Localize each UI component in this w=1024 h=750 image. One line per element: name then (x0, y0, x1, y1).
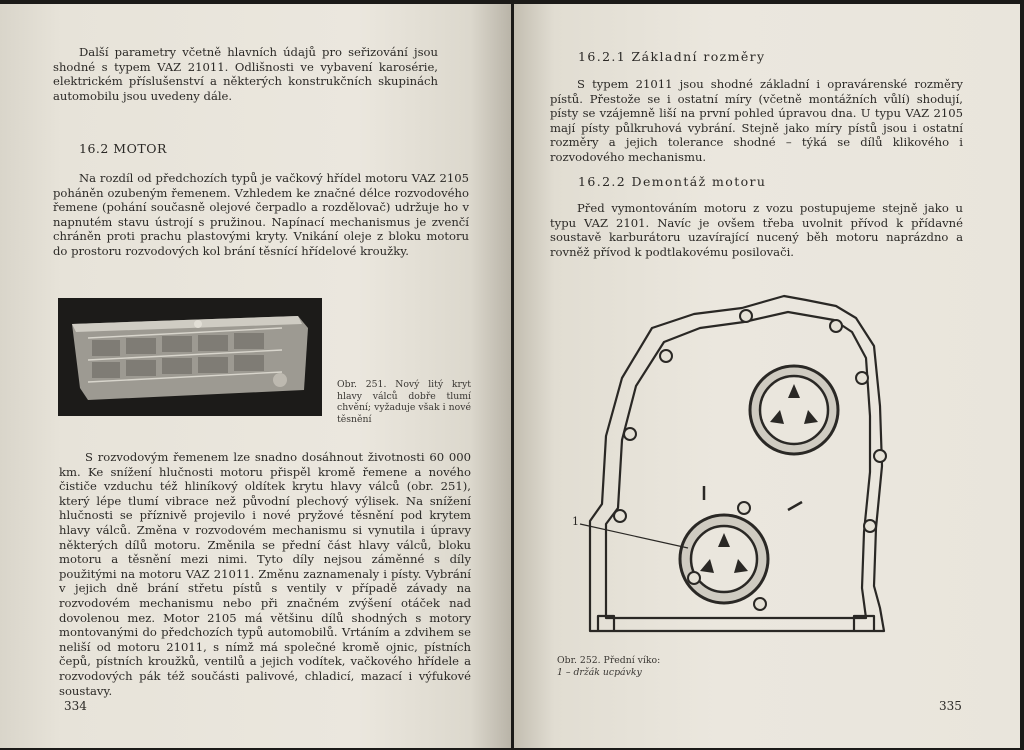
cylinder-head-cover-photo (58, 298, 322, 416)
section-heading-motor: 16.2 MOTOR (79, 141, 167, 156)
lower-seal-holder (680, 515, 768, 603)
right-page (514, 4, 1020, 748)
heading-engine-removal: 16.2.2 Demontáž motoru (578, 174, 767, 189)
callout-label-1: 1 (572, 515, 579, 528)
page-number-left: 334 (64, 699, 87, 713)
heading-basic-dimensions: 16.2.1 Základní rozměry (578, 49, 766, 64)
upper-seal-housing (750, 366, 838, 454)
callout-leader-line (580, 524, 688, 548)
figure-252-caption (557, 655, 717, 678)
figure-251-caption: Obr. 251. Nový litý kryt hlavy válců dobře tlumí chvění; vyžaduje však i nové těsnění (337, 379, 471, 425)
cylinder-head-cover-illustration (58, 298, 322, 416)
figure-252-caption-legend: 1 – držák ucpávky (557, 666, 642, 678)
page-number-right: 335 (939, 699, 962, 713)
figure-252-caption-title: Obr. 252. Přední víko: (557, 655, 661, 666)
front-cover-drawing (574, 286, 898, 642)
left-page (0, 4, 511, 748)
intro-paragraph: Další parametry včetně hlavních údajů pro seřizování jsou shodné s typem VAZ 21011. Odlišnosti ve vybavení karosérie, elektrickém příslušenství a některých konstrukčních skupinách automobilu jsou uvedeny dále. (53, 45, 438, 103)
engine-removal-paragraph: Před vymontováním motoru z vozu postupujeme stejně jako u typu VAZ 2101. Navíc je ovšem třeba uvolnit přívod k přídavné soustavě karburátoru uzavírající nucený běh motoru naprázdno a rovněž přívod k podtlakovému posilovači. (550, 201, 963, 259)
motor-paragraph: Na rozdíl od předchozích typů je vačkový hřídel motoru VAZ 2105 poháněn ozubeným řemenem. Vzhledem ke značné délce rozvodového řemene (pohání současně olejové čerpadlo a rozdělovač) udržuje ho v napnutém stavu ústrojí s pružinou. Napínací mechanismus je zvenčí chráněn proti prachu plastovými kryty. Vnikání oleje z bloku motoru do prostoru rozvodových kol brání těsnící hřídelové kroužky. (53, 171, 469, 258)
noise-reduction-paragraph: S rozvodovým řemenem lze snadno dosáhnout životnosti 60 000 km. Ke snížení hlučnosti motoru přispěl kromě řemene a nového čističe vzduchu též hliníkový oldítek krytu hlavy válců (obr. 251), který lépe tlumí vibrace než původní plechový výlisek. Na snížení hlučnosti se příznivě projevilo i nové pryžové těsnění pod krytem hlavy válců. Změna v rozvodovém mechanismu si vynutila i úpravy některých dílů motoru. Změnila se přední část hlavy válců, bloku motoru a těsnění mezi nimi. Tyto díly nejsou záměnné s díly použitými na motoru VAZ 21011. Změnu zaznamenaly i písty. Vybrání v jejich dně brání střetu pístů s ventily v případě závady na rozvodovém mechanismu nebo při značném zvýšení otáček nad dovolenou mez. Motor 2105 má většinu dílů shodných s motory montovanými do předchozích typů automobilů. Vrtáním a zdvihem se neliší od motoru 21011, s nímž má společné kromě ojnic, pístních čepů, pístních kroužků, ventilů a jejich vodítek, vačkového hřídele a rozvodových pák též součásti palivové, chladicí, mazací i výfukové soustavy. (59, 450, 471, 698)
basic-dimensions-paragraph: S typem 21011 jsou shodné základní i opravárenské rozměry pístů. Přestože se i ostatní míry (včetně montážních vůlí) shodují, písty se vzájemně liší na první pohled úpravou dna. U typu VAZ 2105 mají písty půlkruhová vybrání. Stejně jako míry pístů jsou i ostatní rozměry a jejich tolerance shodné – týká se dílů klikového i rozvodového mechanismu. (550, 77, 963, 164)
